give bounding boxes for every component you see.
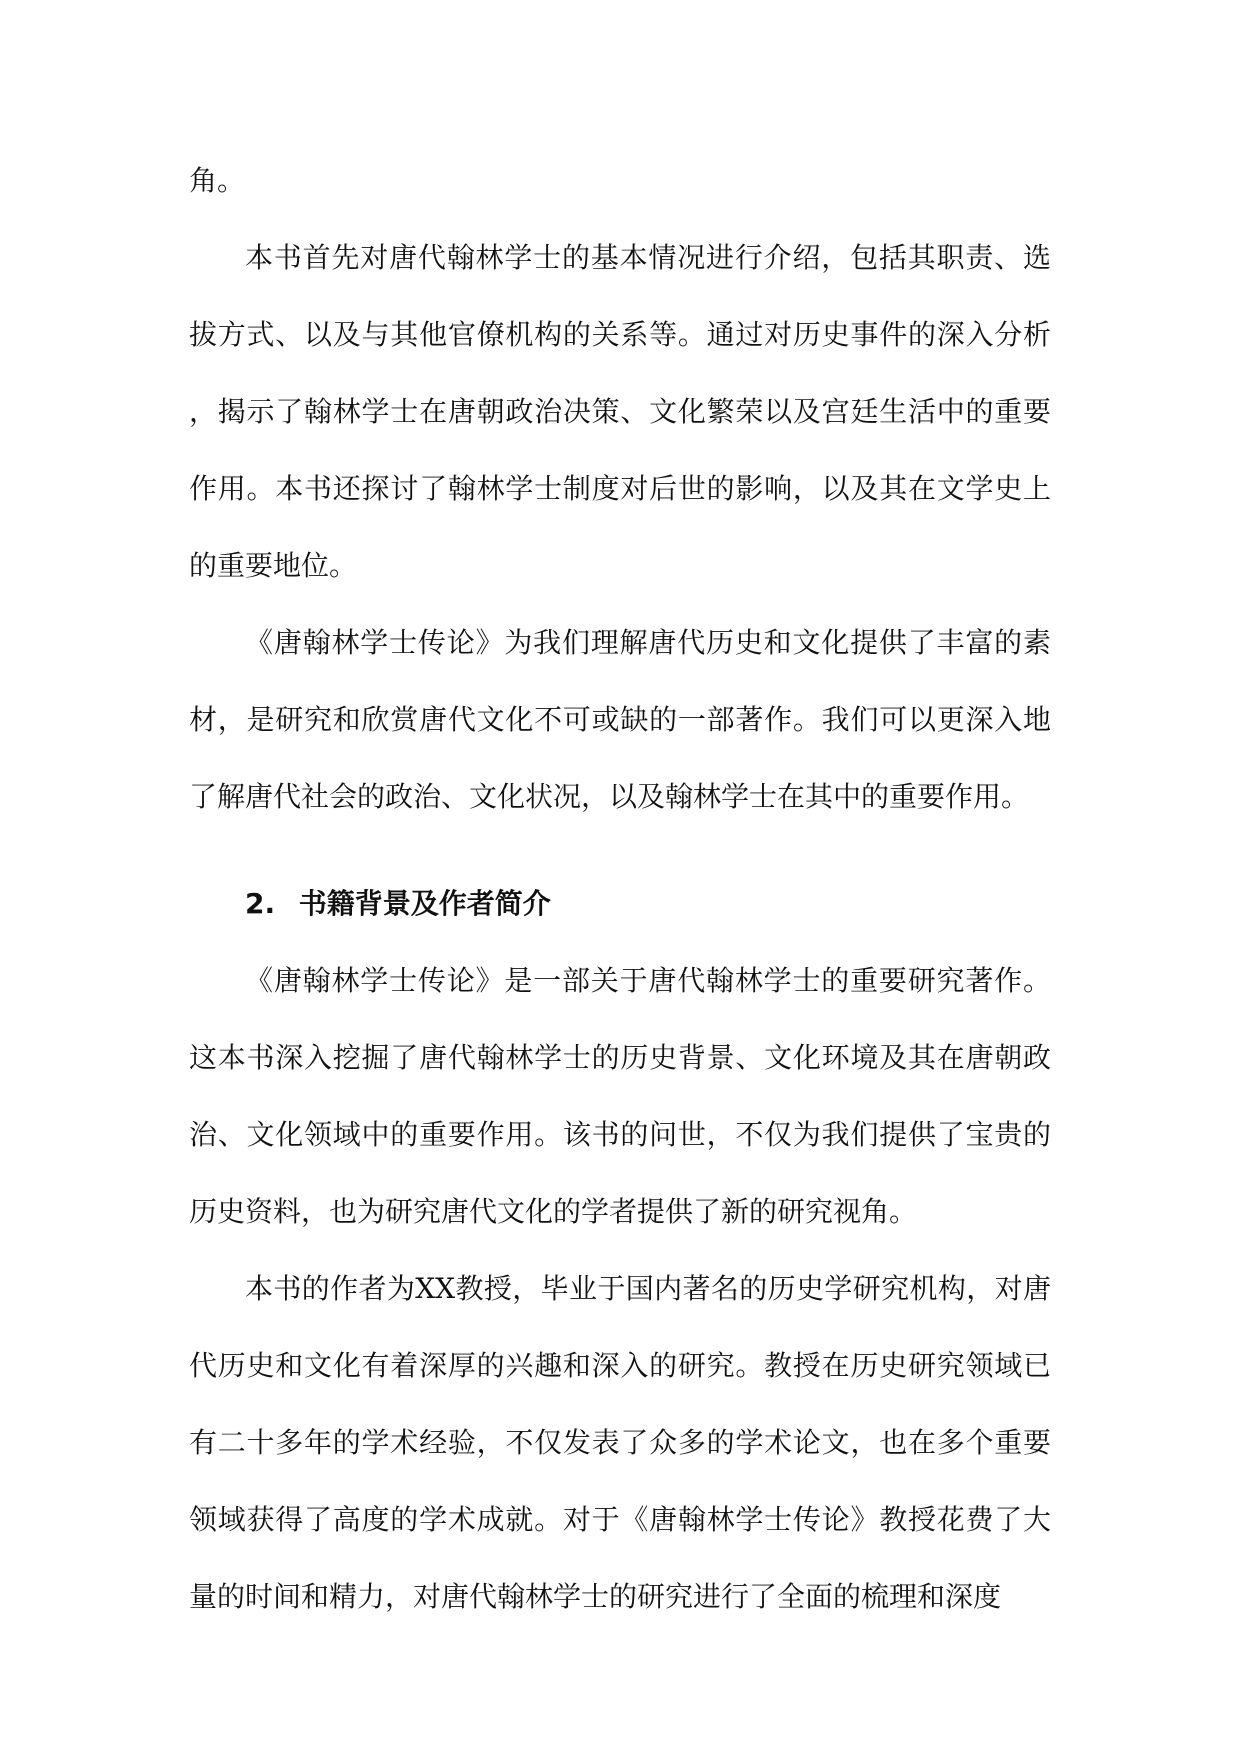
paragraph-author-intro: 本书的作者为XX教授，毕业于国内著名的历史学研究机构，对唐代历史和文化有着深厚的兴趣和深入的研究。教授在历史研究领域已有二十多年的学术经验，不仅发表了众多的学术论文，也在多个重要领域获得了高度的学术成就。对于《唐翰林学士传论》教授花费了大量的时间和精力，对唐代翰林学士的研究进行了全面的梳理和深度 — [189, 1272, 1051, 1613]
section-heading — [189, 865, 1051, 942]
paragraph-continuation: 角。 — [189, 164, 246, 197]
section-number: 2. — [245, 887, 276, 920]
paragraph-book-overview: 本书首先对唐代翰林学士的基本情况进行介绍，包括其职责、选拔方式、以及与其他官僚机构的关系等。通过对历史事件的深入分析，揭示了翰林学士在唐朝政治决策、文化繁荣以及宫廷生活中的重要作用。本书还探讨了翰林学士制度对后世的影响，以及其在文学史上的重要地位。 — [189, 241, 1051, 582]
document-body — [189, 142, 1051, 1635]
paragraph-book-background: 《唐翰林学士传论》是一部关于唐代翰林学士的重要研究著作。这本书深入挖掘了唐代翰林学士的历史背景、文化环境及其在唐朝政治、文化领域中的重要作用。该书的问世，不仅为我们提供了宝贵的历史资料，也为研究唐代文化的学者提供了新的研究视角。 — [189, 964, 1051, 1228]
paragraph-book-value: 《唐翰林学士传论》为我们理解唐代历史和文化提供了丰富的素材，是研究和欣赏唐代文化不可或缺的一部著作。我们可以更深入地了解唐代社会的政治、文化状况，以及翰林学士在其中的重要作用。 — [189, 626, 1051, 813]
section-title: 书籍背景及作者简介 — [298, 887, 551, 920]
